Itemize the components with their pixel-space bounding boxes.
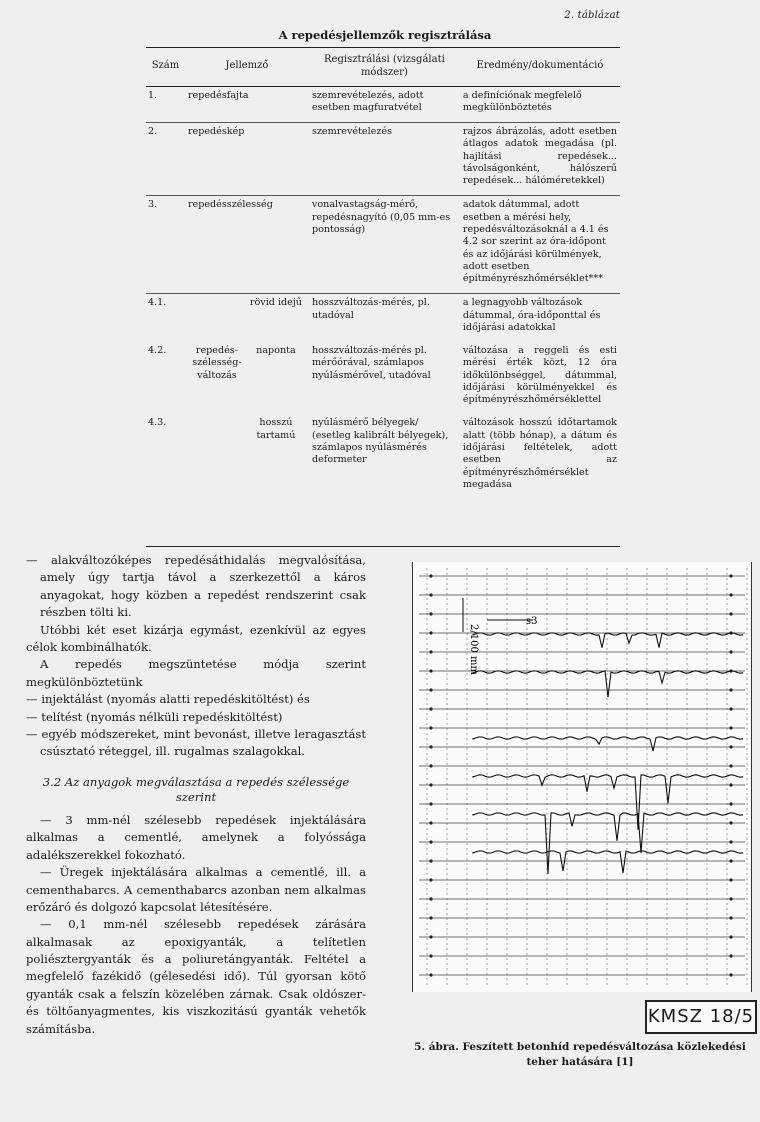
grid-marker [729,783,732,786]
body-text-column [26,552,366,1038]
grid-marker [729,574,732,577]
recording-trace [473,775,743,830]
row-characteristic [185,414,309,499]
s-scale-label: s3 [526,616,538,627]
catalog-stamp: KMSZ 18/5 [645,1000,757,1034]
grid-marker [429,916,432,919]
list-item: — telítést (nyomás nélküli repedéskitöltést) [26,709,283,724]
paragraph: A repedés megszüntetése módja szerint megkülönböztetünk [26,657,366,689]
row-num: 4.3. [148,417,167,429]
table-row [146,196,620,294]
grid-marker [729,593,732,596]
grid-marker [429,688,432,691]
list-item: — egyéb módszereket, mint bevonást, illetve leragasztást csúsztató réteggel, ill. rugalmas szalagokkal. [26,726,366,759]
row-characteristic [185,294,309,342]
table-row [146,86,620,123]
header-num: Szám [146,50,185,86]
recording-trace [473,851,743,873]
grid-marker [429,669,432,672]
row-group [188,297,246,309]
header-method: Regisztrálási (vizsgálati módszer) [309,50,460,86]
grid-marker [729,612,732,615]
grid-marker [429,593,432,596]
grid-marker [429,726,432,729]
row-group [188,417,246,442]
table-top-rule [146,47,620,48]
row-method: vonalvastagság-mérő, repedésnagyító (0,05 mm-es pontosság) [309,196,460,294]
recording-traces [473,633,743,874]
grid-marker [429,821,432,824]
row-subtype: naponta [256,345,296,357]
row-subtype: hosszú tartamú [256,417,296,441]
row-group: repedés-szélesség-változás [192,345,242,381]
grid-marker [729,802,732,805]
paragraph: — 3 mm-nél szélesebb repedések injektálására alkalmas a cementlé, amelynek a folyóssága adalékszerekkel fokozható. [26,812,366,862]
table-number: 2. táblázat [564,10,620,21]
recording-trace [473,633,743,648]
paragraph: — Üregek injektálására alkalmas a cementlé, ill. a cementhabarcs. A cementhabarcs azonban nem alkalmas erőzáró és dolgozó kapcsolat létesítésére. [26,865,366,914]
grid-marker [729,764,732,767]
grid-marker [429,612,432,615]
grid-marker [729,916,732,919]
paragraph: Utóbbi két eset kizárja egymást, ezenkívül az egyes célok kombinálhatók. [26,622,366,654]
header-characteristic: Jellemző [185,50,309,86]
row-method: szemrevételezés [309,123,460,196]
row-result: a definíciónak megfelelő megkülönböztetés [460,86,620,123]
grid-marker [429,935,432,938]
paragraph: — alakváltozóképes repedésáthidalás megvalósítása, amely úgy tartja távol a szerkezettől a káros anyagokat, hogy közben a repedést rendszerint csak részben tölti ki. [26,553,366,620]
row-result: változások hosszú időtartamok alatt (több hónap), a dátum és időjárási feltételek, adott esetben az építményrészhőmérséklet megadása [462,417,617,490]
grid-marker [429,897,432,900]
row-result: a legnagyobb változások dátummal, óra-időponttal és időjárási adatokkal [462,297,601,333]
grid-marker [429,631,432,634]
header-result: Eredmény/dokumentáció [460,50,620,86]
grid-marker [729,688,732,691]
table-row [146,294,620,342]
strip-chart-recording [413,562,751,992]
grid-marker [729,878,732,881]
grid-marker [729,745,732,748]
grid-marker [729,650,732,653]
grid-marker [429,783,432,786]
row-num: 4.2. [148,345,167,357]
row-method: hosszváltozás-mérés pl. mérőórával, számlapos nyúlásmérővel, utadóval [311,345,431,381]
list-item: — injektálást (nyomás alatti repedéskitöltést) és [26,692,310,707]
grid-marker [729,954,732,957]
figure-recording [412,562,752,992]
grid-marker [429,859,432,862]
recording-trace [473,813,743,874]
figure-caption: 5. ábra. Feszített betonhíd repedésváltozása közlekedési teher hatására [1] [414,1041,746,1069]
grid-marker [729,821,732,824]
row-result: adatok dátummal, adott esetben a mérési hely, repedésváltozásoknál a 4.1 és 4.2 sor szerint az óra-időpont és az időjárási körülmények, adott esetben építményrészhőmérséklet*** [460,196,620,294]
registration-table [146,50,620,499]
row-method: szemrevételezés, adott esetben magfuratvétel [309,86,460,123]
table-bottom-rule [146,546,620,547]
grid-marker [729,973,732,976]
row-num: 4.1. [148,297,167,309]
grid-marker [729,897,732,900]
row-characteristic: repedésszélesség [185,196,309,294]
row-subtype: rövid idejű [249,297,302,309]
row-method: hosszváltozás-mérés, pl. utadóval [311,297,430,321]
grid-marker [729,707,732,710]
grid-marker [429,764,432,767]
table-header-row [146,50,620,86]
recording-trace [473,737,743,751]
grid-marker [429,650,432,653]
row-characteristic [185,342,309,414]
paragraph: — 0,1 mm-nél szélesebb repedések zárására alkalmasak az epoxigyanták, a telítetlen poliésztergyanták és a poliuretángyanták. Feltétel a megfelelő fazékidő (gélesedési idő). Túl gyorsan kötő gyanták csak a felszín közelében zárnak. Csak oldószer- és töltőanyagmentes, kis viszkozitású gyanták vehetők számításba. [26,917,366,1036]
grid-marker [429,840,432,843]
row-result: változása a reggeli és esti mérési érték közt, 12 óra időkülönbséggel, dátummal, időjárási körülményekkel és építményrészhőmérséklettel [462,345,617,406]
row-method: nyúlásmérő bélyegek/ (esetleg kalibrált bélyegek), számlapos nyúlásmérés deformeter [311,417,449,466]
table-row [146,342,620,414]
row-num: 1. [146,86,185,123]
grid-marker [729,726,732,729]
grid-marker [729,840,732,843]
table-row [146,123,620,196]
grid-marker [429,878,432,881]
grid-marker [429,574,432,577]
grid-marker [429,954,432,957]
row-characteristic: repedéskép [185,123,309,196]
row-characteristic: repedésfajta [185,86,309,123]
vertical-scale-label: 2/100 mm [468,624,479,675]
table-title: A repedésjellemzők regisztrálása [278,28,492,42]
grid-marker [729,935,732,938]
recording-trace [473,671,743,697]
row-result: rajzos ábrázolás, adott esetben átlagos adatok megadása (pl. hajlítási repedések... távolságonként, hálószerű repedések... hálóméretekkel) [460,123,620,196]
row-num: 3. [146,196,185,294]
grid-marker [429,973,432,976]
section-heading: 3.2 Az anyagok megválasztása a repedés szélessége szerint [42,774,350,805]
table-row [146,414,620,499]
grid-marker [429,802,432,805]
row-num: 2. [146,123,185,196]
grid-marker [729,859,732,862]
grid-marker [429,707,432,710]
grid-marker [429,745,432,748]
